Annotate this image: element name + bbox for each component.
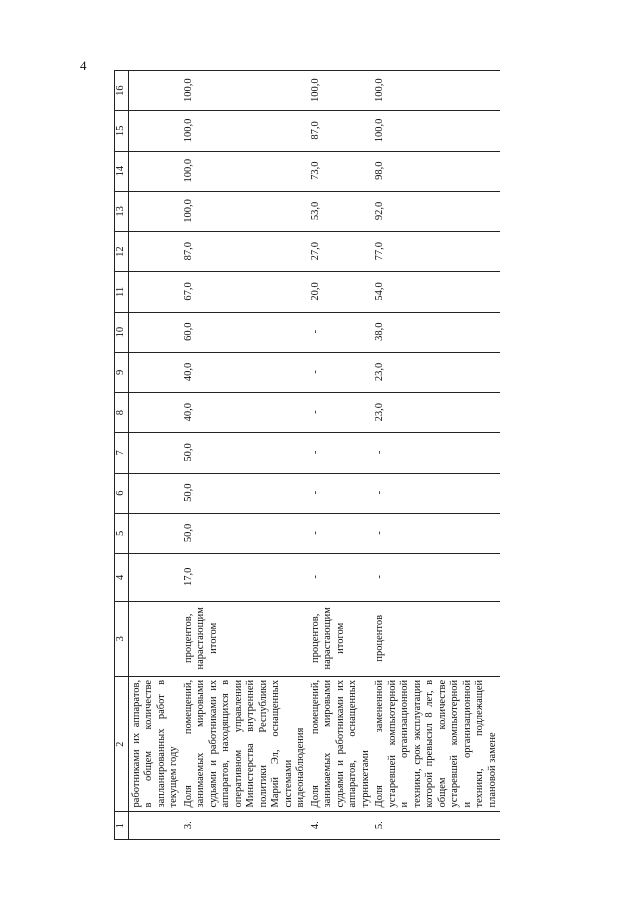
value-cell: 87,0 [309,111,374,151]
row-number: 5. [373,812,500,840]
column-header: 8 [115,393,129,433]
value-cell: 92,0 [373,191,500,231]
value-cell: 17,0 [182,554,309,602]
column-header: 6 [115,473,129,513]
unit-cell: процентов, нарастающим итогом [182,601,309,676]
value-cell [128,312,182,352]
value-cell [128,352,182,392]
value-cell [128,473,182,513]
indicator-description: работниками их аппаратов, в общем количестве запланированных работ в текущем году [128,676,182,812]
value-cell: - [373,433,500,473]
value-cell: 40,0 [182,352,309,392]
column-number-row [115,71,129,840]
value-cell: - [309,352,374,392]
page-number: 4 [80,58,87,73]
value-cell: 100,0 [182,111,309,151]
value-cell: 100,0 [182,191,309,231]
value-cell: 98,0 [373,151,500,191]
row-number: 4. [309,812,374,840]
value-cell: 23,0 [373,393,500,433]
column-header: 1 [115,812,129,840]
value-cell: - [309,433,374,473]
value-cell: 60,0 [182,312,309,352]
column-header: 9 [115,352,129,392]
indicator-description: Доля помещений, занимаемых мировыми судьями и работниками их аппаратов, оснащенных турникетами [309,676,374,812]
value-cell [128,554,182,602]
value-cell: 53,0 [309,191,374,231]
value-cell: 38,0 [373,312,500,352]
column-header: 3 [115,601,129,676]
value-cell: 40,0 [182,393,309,433]
value-cell: 27,0 [309,232,374,272]
value-cell: 100,0 [373,71,500,111]
value-cell: 50,0 [182,513,309,553]
value-cell: 23,0 [373,352,500,392]
value-cell: - [309,513,374,553]
table-row [373,71,500,840]
column-header: 11 [115,272,129,312]
unit-cell: процентов [373,601,500,676]
value-cell: - [309,312,374,352]
table-row [182,71,309,840]
value-cell: - [309,393,374,433]
value-cell: - [309,473,374,513]
value-cell [128,191,182,231]
column-header: 2 [115,676,129,812]
value-cell: - [373,473,500,513]
table-row [309,71,374,840]
column-header: 16 [115,71,129,111]
indicator-description: Доля помещений, занимаемых мировыми судьями и работниками их аппаратов, находящихся в оперативном управлении Министерства внутренней политики Республики Марий Эл, оснащенных системами видеонаблюдения [182,676,309,812]
indicators-table [114,70,500,840]
value-cell: 87,0 [182,232,309,272]
value-cell: 100,0 [182,151,309,191]
unit-cell [128,601,182,676]
value-cell: 50,0 [182,433,309,473]
indicator-description: Доля замененной устаревшей компьютерной и организационной техники, срок эксплуатации которой превысил 8 лет, в общем количестве устаревшей компьютерной и организационной техники, подлежащей плановой замене [373,676,500,812]
value-cell: 20,0 [309,272,374,312]
value-cell: 67,0 [182,272,309,312]
value-cell [128,513,182,553]
column-header: 7 [115,433,129,473]
value-cell: 73,0 [309,151,374,191]
value-cell [128,393,182,433]
column-header: 15 [115,111,129,151]
table-row [128,71,182,840]
row-number: 3. [182,812,309,840]
value-cell: 50,0 [182,473,309,513]
value-cell: 100,0 [373,111,500,151]
value-cell [128,71,182,111]
value-cell: - [373,513,500,553]
value-cell: - [373,554,500,602]
value-cell [128,272,182,312]
value-cell [128,232,182,272]
value-cell: 54,0 [373,272,500,312]
row-number [128,812,182,840]
unit-cell: процентов, нарастающим итогом [309,601,374,676]
column-header: 13 [115,191,129,231]
value-cell [128,151,182,191]
column-header: 4 [115,554,129,602]
value-cell [128,111,182,151]
value-cell: 100,0 [182,71,309,111]
column-header: 12 [115,232,129,272]
rotated-table-container [114,70,564,840]
column-header: 14 [115,151,129,191]
value-cell: 77,0 [373,232,500,272]
value-cell: 100,0 [309,71,374,111]
value-cell [128,433,182,473]
column-header: 5 [115,513,129,553]
column-header: 10 [115,312,129,352]
value-cell: - [309,554,374,602]
